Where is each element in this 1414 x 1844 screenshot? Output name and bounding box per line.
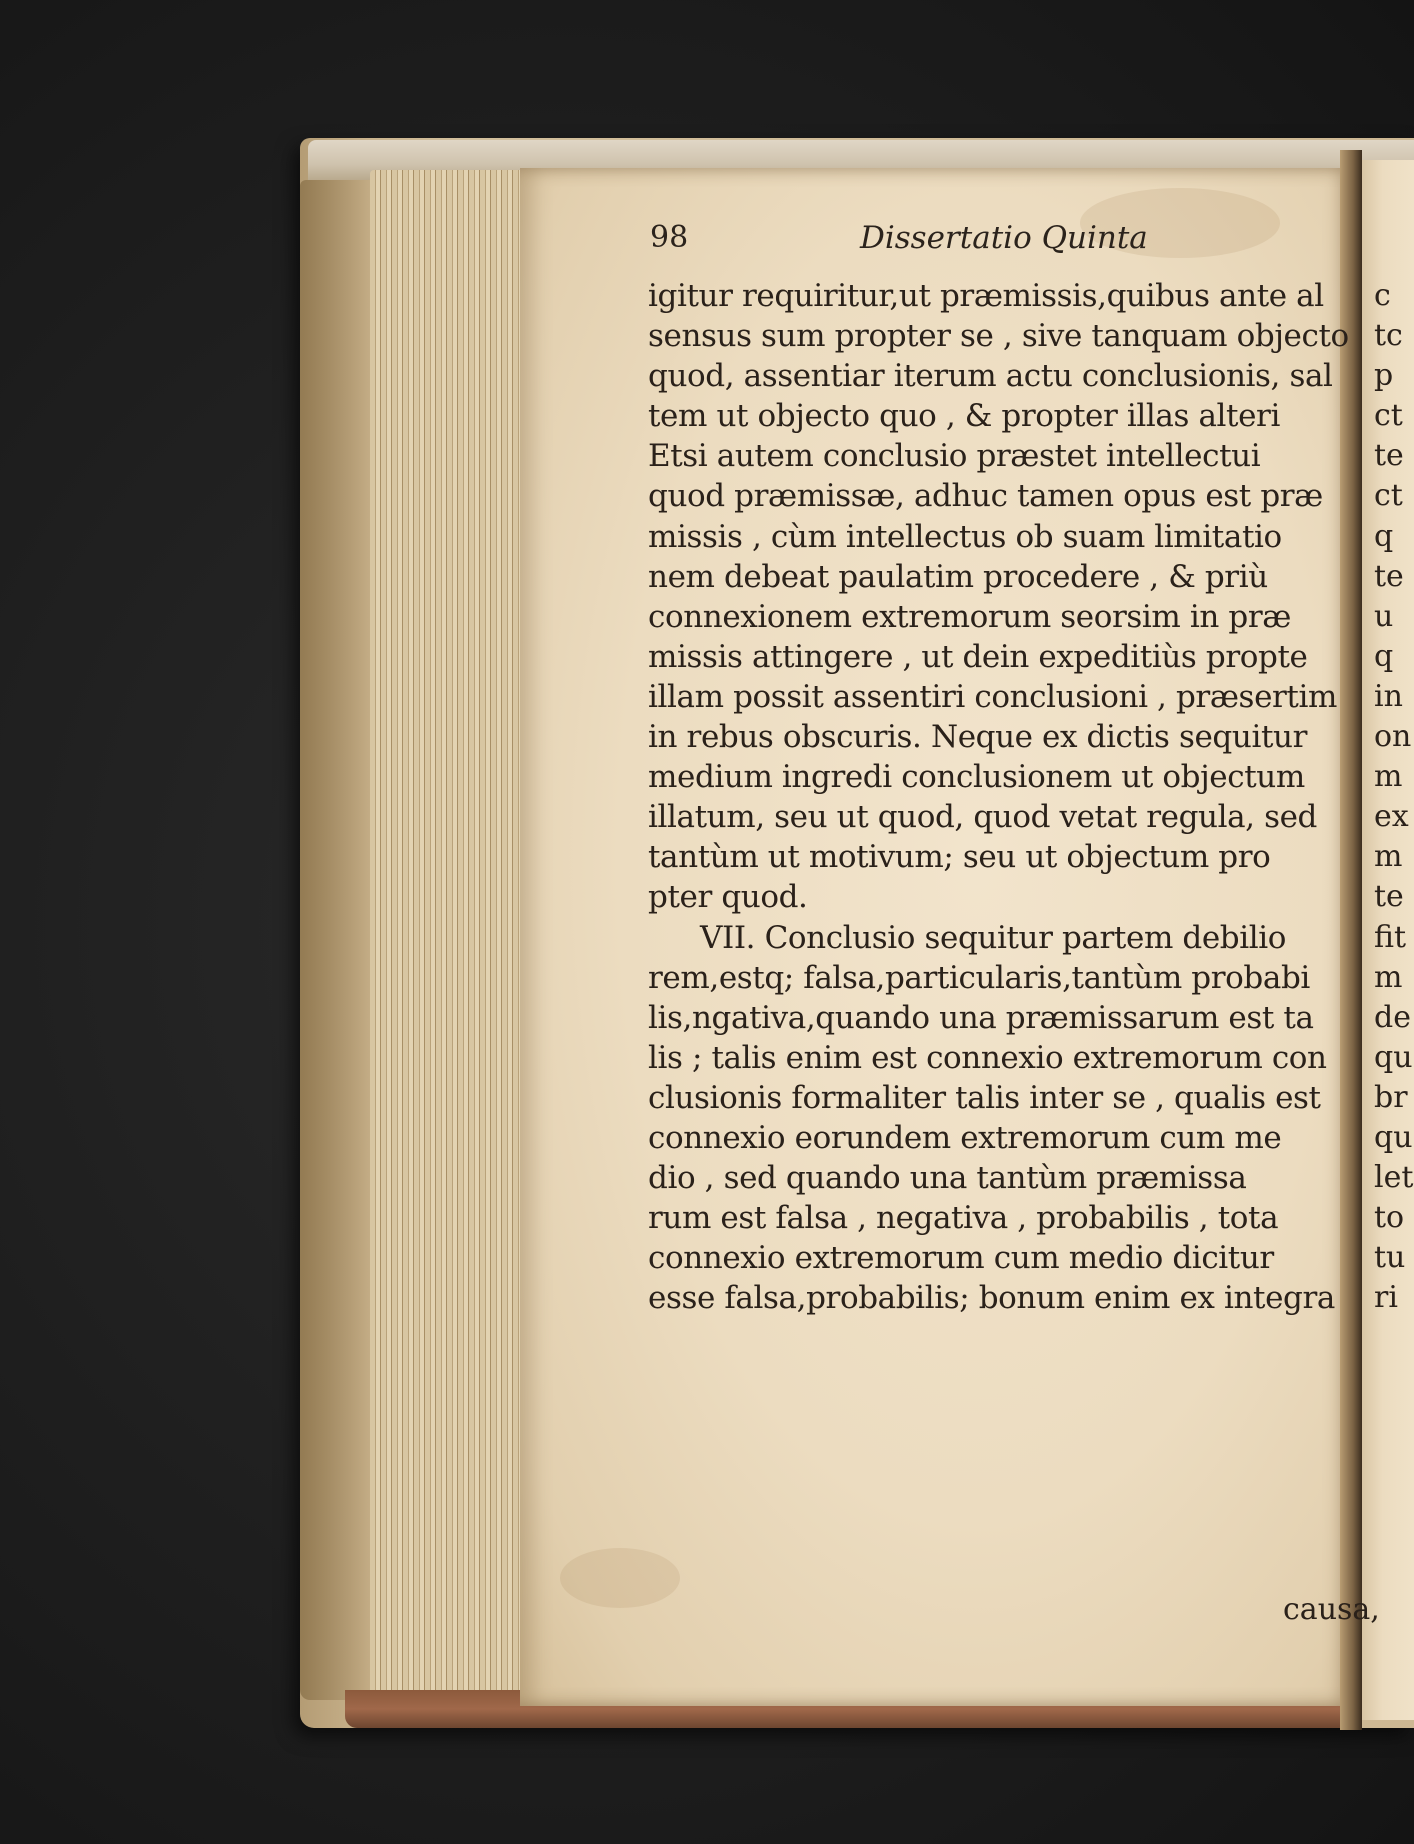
right-page-fragment: m bbox=[1374, 759, 1403, 795]
text-line: lis,ngativa,quando una præmissarum est ta bbox=[648, 999, 1314, 1036]
right-page-fragment: tc bbox=[1374, 318, 1403, 354]
right-page-fragment: let bbox=[1374, 1160, 1414, 1196]
text-line: missis attingere , ut dein expeditiùs propte bbox=[648, 638, 1308, 675]
text-line: illam possit assentiri conclusioni , præsertim bbox=[648, 678, 1337, 715]
right-page-fragment: te bbox=[1374, 879, 1404, 915]
catchword: causa, bbox=[1283, 1592, 1380, 1627]
binding-edge bbox=[300, 180, 370, 1700]
text-line: quod præmissæ, adhuc tamen opus est præ bbox=[648, 478, 1323, 515]
right-page-fragment: m bbox=[1374, 839, 1403, 875]
right-page-fragment: q bbox=[1374, 518, 1394, 554]
text-line: connexionem extremorum seorsim in præ bbox=[648, 598, 1292, 635]
text-line: medium ingredi conclusionem ut objectum bbox=[648, 759, 1305, 796]
page-edges bbox=[370, 170, 540, 1710]
right-page-fragment: in bbox=[1374, 678, 1403, 714]
text-line: dio , sed quando una tantùm præmissa bbox=[648, 1160, 1247, 1197]
text-line: clusionis formaliter talis inter se , qualis est bbox=[648, 1079, 1321, 1116]
right-page-fragment: ct bbox=[1374, 478, 1403, 514]
right-page-fragment: ex bbox=[1374, 799, 1409, 835]
right-page-fragment: br bbox=[1374, 1079, 1408, 1115]
text-line: connexio eorundem extremorum cum me bbox=[648, 1119, 1282, 1156]
right-page-fragment: ct bbox=[1374, 398, 1403, 434]
right-page-fragment: tu bbox=[1374, 1240, 1406, 1276]
text-line: Etsi autem conclusio præstet intellectui bbox=[648, 438, 1261, 475]
text-line: pter quod. bbox=[648, 879, 808, 916]
text-line: connexio extremorum cum medio dicitur bbox=[648, 1240, 1274, 1277]
right-page-fragment: c bbox=[1374, 278, 1391, 313]
right-page-fragment: u bbox=[1374, 598, 1394, 634]
text-line: igitur requiritur,ut præmissis,quibus ante al bbox=[648, 278, 1324, 314]
text-line: quod, assentiar iterum actu conclusionis, sal bbox=[648, 358, 1333, 395]
right-page-fragment: ri bbox=[1374, 1280, 1398, 1316]
right-page-fragment: to bbox=[1374, 1200, 1405, 1236]
text-line: sensus sum propter se , sive tanquam objecto bbox=[648, 318, 1349, 355]
right-page-fragment: q bbox=[1374, 638, 1394, 674]
right-page-text bbox=[1374, 276, 1414, 1318]
text-line: esse falsa,probabilis; bonum enim ex integra bbox=[648, 1280, 1335, 1317]
text-line: nem debeat paulatim procedere , & priù bbox=[648, 558, 1268, 595]
right-page-fragment: qu bbox=[1374, 1119, 1413, 1155]
right-page-fragment: on bbox=[1374, 719, 1412, 755]
right-page-fragment: m bbox=[1374, 959, 1403, 995]
right-page-fragment: fit bbox=[1374, 919, 1407, 955]
text-line: tem ut objecto quo , & propter illas alteri bbox=[648, 398, 1280, 435]
text-line: rem,estq; falsa,particularis,tantùm probabi bbox=[648, 959, 1310, 996]
page-header bbox=[650, 220, 1330, 260]
page-number: 98 bbox=[650, 220, 689, 255]
body-text bbox=[648, 276, 1356, 1318]
running-title: Dissertatio Quinta bbox=[860, 220, 1148, 256]
text-line: missis , cùm intellectus ob suam limitatio bbox=[648, 518, 1282, 555]
right-page-fragment: te bbox=[1374, 438, 1404, 474]
right-page-fragment: qu bbox=[1374, 1039, 1413, 1075]
text-line: lis ; talis enim est connexio extremorum con bbox=[648, 1039, 1327, 1076]
paper-stain bbox=[560, 1548, 680, 1608]
right-page-fragment: p bbox=[1374, 358, 1394, 394]
text-line: in rebus obscuris. Neque ex dictis sequitur bbox=[648, 719, 1308, 756]
right-page-fragment: te bbox=[1374, 558, 1404, 594]
text-line: illatum, seu ut quod, quod vetat regula, sed bbox=[648, 799, 1317, 836]
right-page-fragment: de bbox=[1374, 999, 1411, 1035]
text-line: rum est falsa , negativa , probabilis , tota bbox=[648, 1200, 1279, 1237]
text-line: tantùm ut motivum; seu ut objectum pro bbox=[648, 839, 1271, 876]
text-line: VII. Conclusio sequitur partem debilio bbox=[700, 919, 1287, 956]
